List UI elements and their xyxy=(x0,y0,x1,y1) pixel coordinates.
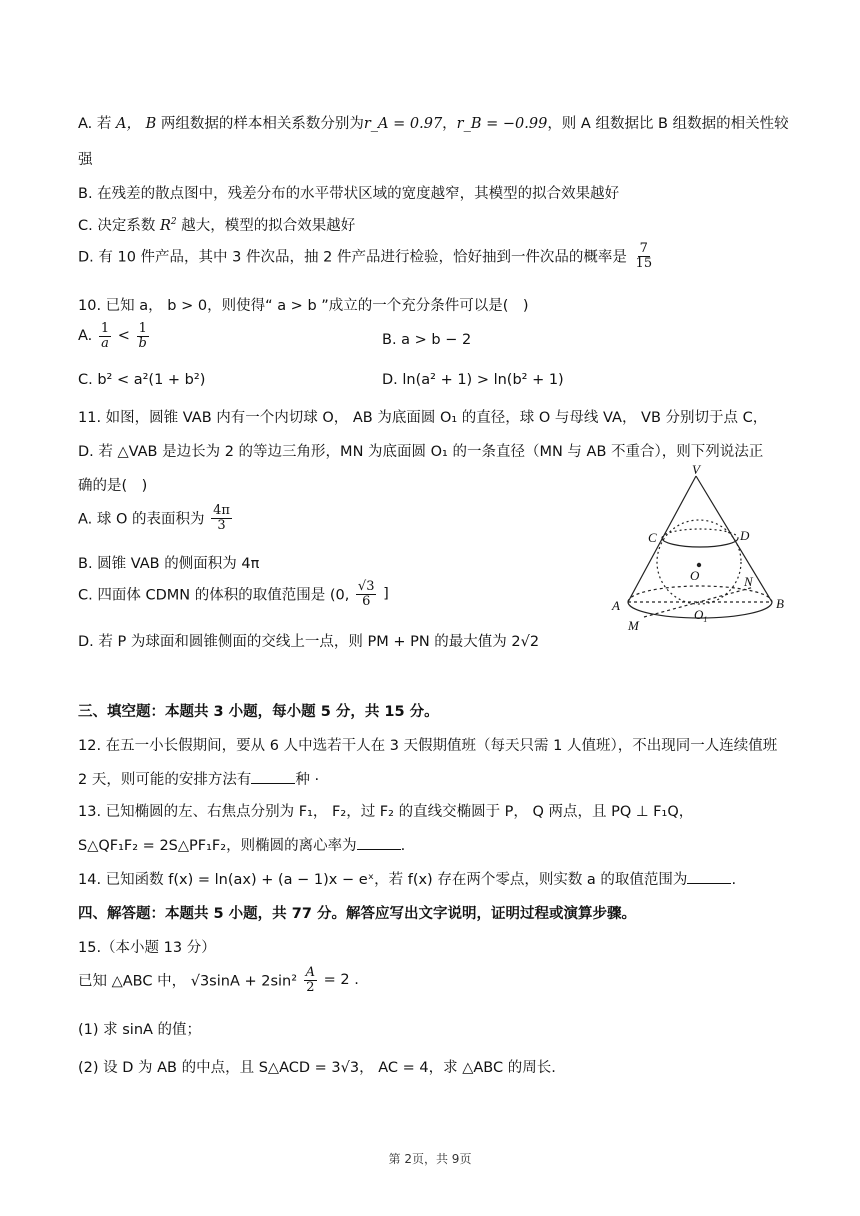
q11-option-b: B. 圆锥 VAB 的侧面积为 4π xyxy=(78,556,260,572)
q9-option-d: D. 有 10 件产品，其中 3 件次品，抽 2 件产品进行检验，恰好抽到一件次品的概率是 $\frac{7}{15}$ xyxy=(78,241,653,271)
q9-option-b: B. 在残差的散点图中，残差分布的水平带状区域的宽度越窄，其模型的拟合效果越好 xyxy=(78,186,620,202)
label-n: N xyxy=(744,574,753,589)
label-b: B xyxy=(776,596,784,611)
label-o1: $O_1$ xyxy=(694,607,708,624)
q11-stem-line2: D. 若 △VAB 是边长为 2 的等边三角形，MN 为底面圆 O₁ 的一条直径（MN 与 AB 不重合），则下列说法正 xyxy=(78,444,764,460)
label-c: C xyxy=(648,530,657,545)
q11-stem-line1: 11. 如图，圆锥 VAB 内有一个内切球 O， AB 为底面圆 O₁ 的直径，球 O 与母线 VA， VB 分别切于点 C， xyxy=(78,410,768,426)
q11-stem-line3: 确的是( ) xyxy=(78,478,148,494)
label-m: M xyxy=(628,618,639,633)
q13-line1: 13. 已知椭圆的左、右焦点分别为 F₁， F₂，过 F₂ 的直线交椭圆于 P， Q 两点，且 PQ ⊥ F₁Q， xyxy=(78,804,694,820)
q12-line1: 12. 在五一小长假期间，要从 6 人中选若干人在 3 天假期值班（每天只需 1 人值班），不出现同一人连续值班 xyxy=(78,738,778,754)
section-3-heading: 三、填空题：本题共 3 小题，每小题 5 分，共 15 分。 xyxy=(78,704,439,720)
q10-option-d: D. ln(a² + 1) > ln(b² + 1) xyxy=(382,372,564,388)
q12-line2: 2 天，则可能的安排方法有 种 · xyxy=(78,772,320,788)
q11-option-d: D. 若 P 为球面和圆锥侧面的交线上一点，则 PM + PN 的最大值为 2√2 xyxy=(78,634,540,650)
q10-option-a: A. $\frac{1}{a}$ < $\frac{1}{b}$ xyxy=(78,321,147,351)
label-v: V xyxy=(692,462,700,477)
q11-option-c: C. 四面体 CDMN 的体积的取值范围是 (0, $\frac{√3}{6}$ ] xyxy=(78,579,389,609)
q10-option-b: B. a > b − 2 xyxy=(382,332,472,348)
q15-part1: (1) 求 sinA 的值； xyxy=(78,1022,202,1038)
q12-answer-blank[interactable] xyxy=(251,771,295,784)
q9-option-c: C. 决定系数 $R^2$ 越大，模型的拟合效果越好 xyxy=(78,217,356,234)
q10-stem: 10. 已知 a， b > 0，则使得“ a > b ”成立的一个充分条件可以是( ) xyxy=(78,298,529,314)
page-footer: 第 2页，共 9页 xyxy=(388,1152,472,1166)
q9-a-letters: A， B xyxy=(116,116,157,132)
q9-d-fraction: $\frac{7}{15}$ xyxy=(635,241,653,271)
q13-answer-blank[interactable] xyxy=(357,837,401,850)
q14-answer-blank[interactable] xyxy=(687,871,731,884)
r-squared: $R^2$ xyxy=(155,217,177,234)
cone-sphere-figure xyxy=(604,462,804,636)
q15-header: 15.（本小题 13 分） xyxy=(78,940,216,956)
label-d: D xyxy=(740,528,750,543)
q15-part2: (2) 设 D 为 AB 的中点，且 S△ACD = 3√3， AC = 4，求 △ABC 的周长. xyxy=(78,1060,556,1076)
q13-line2: S△QF₁F₂ = 2S△PF₁F₂，则椭圆的离心率为 . xyxy=(78,838,406,854)
label-o: O xyxy=(690,568,700,583)
section-4-heading: 四、解答题：本题共 5 小题，共 77 分。解答应写出文字说明，证明过程或演算步骤。 xyxy=(78,906,636,922)
q15-stem: 已知 △ABC 中， √3sinA + 2sin² $\frac{A}{2}$ = 2 . xyxy=(78,965,359,995)
q9-option-a-line2: 强 xyxy=(78,152,93,168)
q9-option-a-line1: A. 若 A， B 两组数据的样本相关系数分别为r_A = 0.97，r_B = −0.99，则 A 组数据比 B 组数据的相关性较 xyxy=(78,116,789,132)
q10-option-c: C. b² < a²(1 + b²) xyxy=(78,372,206,388)
label-a: A xyxy=(612,598,620,613)
q11-option-a: A. 球 O 的表面积为 $\frac{4\pi}{3}$ xyxy=(78,503,230,533)
q14-line: 14. 已知函数 f(x) = ln(ax) + (a − 1)x − eˣ，若 f(x) 存在两个零点，则实数 a 的取值范围为 . xyxy=(78,872,737,888)
